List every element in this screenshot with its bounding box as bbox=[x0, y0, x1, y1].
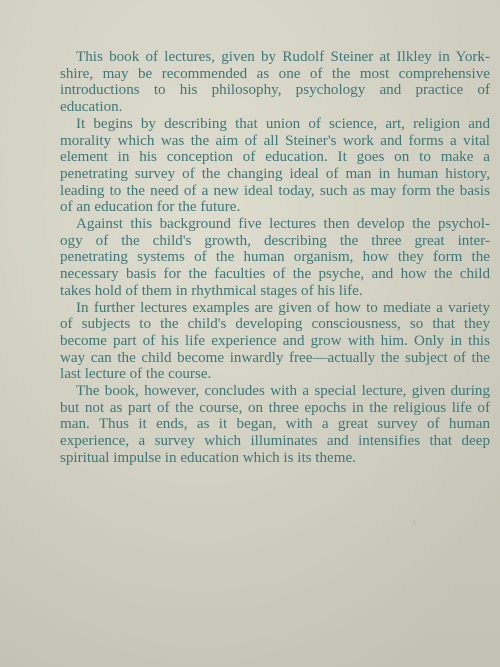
text-line: This book of lectures, given by Rudolf Steiner at Ilkley in York- bbox=[76, 49, 490, 65]
text-line: element in his conception of education. It goes on to make a bbox=[60, 149, 490, 166]
text-line: takes hold of them in rhythmical stages of his life. bbox=[60, 282, 363, 299]
blurb-text bbox=[60, 49, 490, 467]
text-line: spiritual impulse in education which is its theme. bbox=[60, 449, 356, 466]
text-line: The book, however, concludes with a special lecture, given during bbox=[76, 383, 490, 400]
text-line: necessary basis for the faculties of the psyche, and how the child bbox=[60, 266, 490, 283]
text-line: It begins by describing that union of science, art, religion and bbox=[76, 115, 490, 132]
text-line: way can the child become inwardly free—actually the subject of the bbox=[60, 349, 490, 366]
text-line: shire, may be recommended as one of the most comprehensive bbox=[60, 65, 490, 82]
paragraph-4 bbox=[60, 300, 490, 384]
text-line: experience, a survey which illuminates and intensifies that deep bbox=[60, 433, 490, 450]
paragraph-5 bbox=[60, 383, 490, 467]
paragraph-2 bbox=[60, 116, 490, 216]
paragraph-1 bbox=[60, 49, 490, 116]
text-line: leading to the need of a new ideal today, such as may form the basis bbox=[60, 182, 490, 199]
text-line: become part of his life experience and grow with him. Only in this bbox=[60, 332, 490, 349]
text-line: ogy of the child's growth, describing the three great inter- bbox=[60, 232, 490, 249]
text-line: penetrating systems of the human organism, how they form the bbox=[60, 249, 490, 266]
text-line: last lecture of the course. bbox=[60, 366, 212, 383]
text-line: man. Thus it ends, as it began, with a great survey of human bbox=[60, 416, 490, 433]
paragraph-3 bbox=[60, 216, 490, 300]
text-line: introductions to his philosophy, psychology and practice of bbox=[60, 82, 490, 99]
text-line: morality which was the aim of all Steiner's work and forms a vital bbox=[60, 132, 490, 149]
print-speck: · · bbox=[413, 518, 416, 528]
text-line: In further lectures examples are given of how to mediate a variety bbox=[76, 299, 490, 316]
text-line: education. bbox=[60, 99, 123, 116]
text-line: of subjects to the child's developing consciousness, so that they bbox=[60, 316, 490, 333]
text-line: Against this background five lectures then develop the psychol- bbox=[76, 216, 490, 233]
text-line: but not as part of the course, on three epochs in the religious life of bbox=[60, 399, 490, 416]
text-line: of an education for the future. bbox=[60, 199, 241, 216]
text-line: penetrating survey of the changing ideal of man in human history, bbox=[60, 165, 490, 182]
